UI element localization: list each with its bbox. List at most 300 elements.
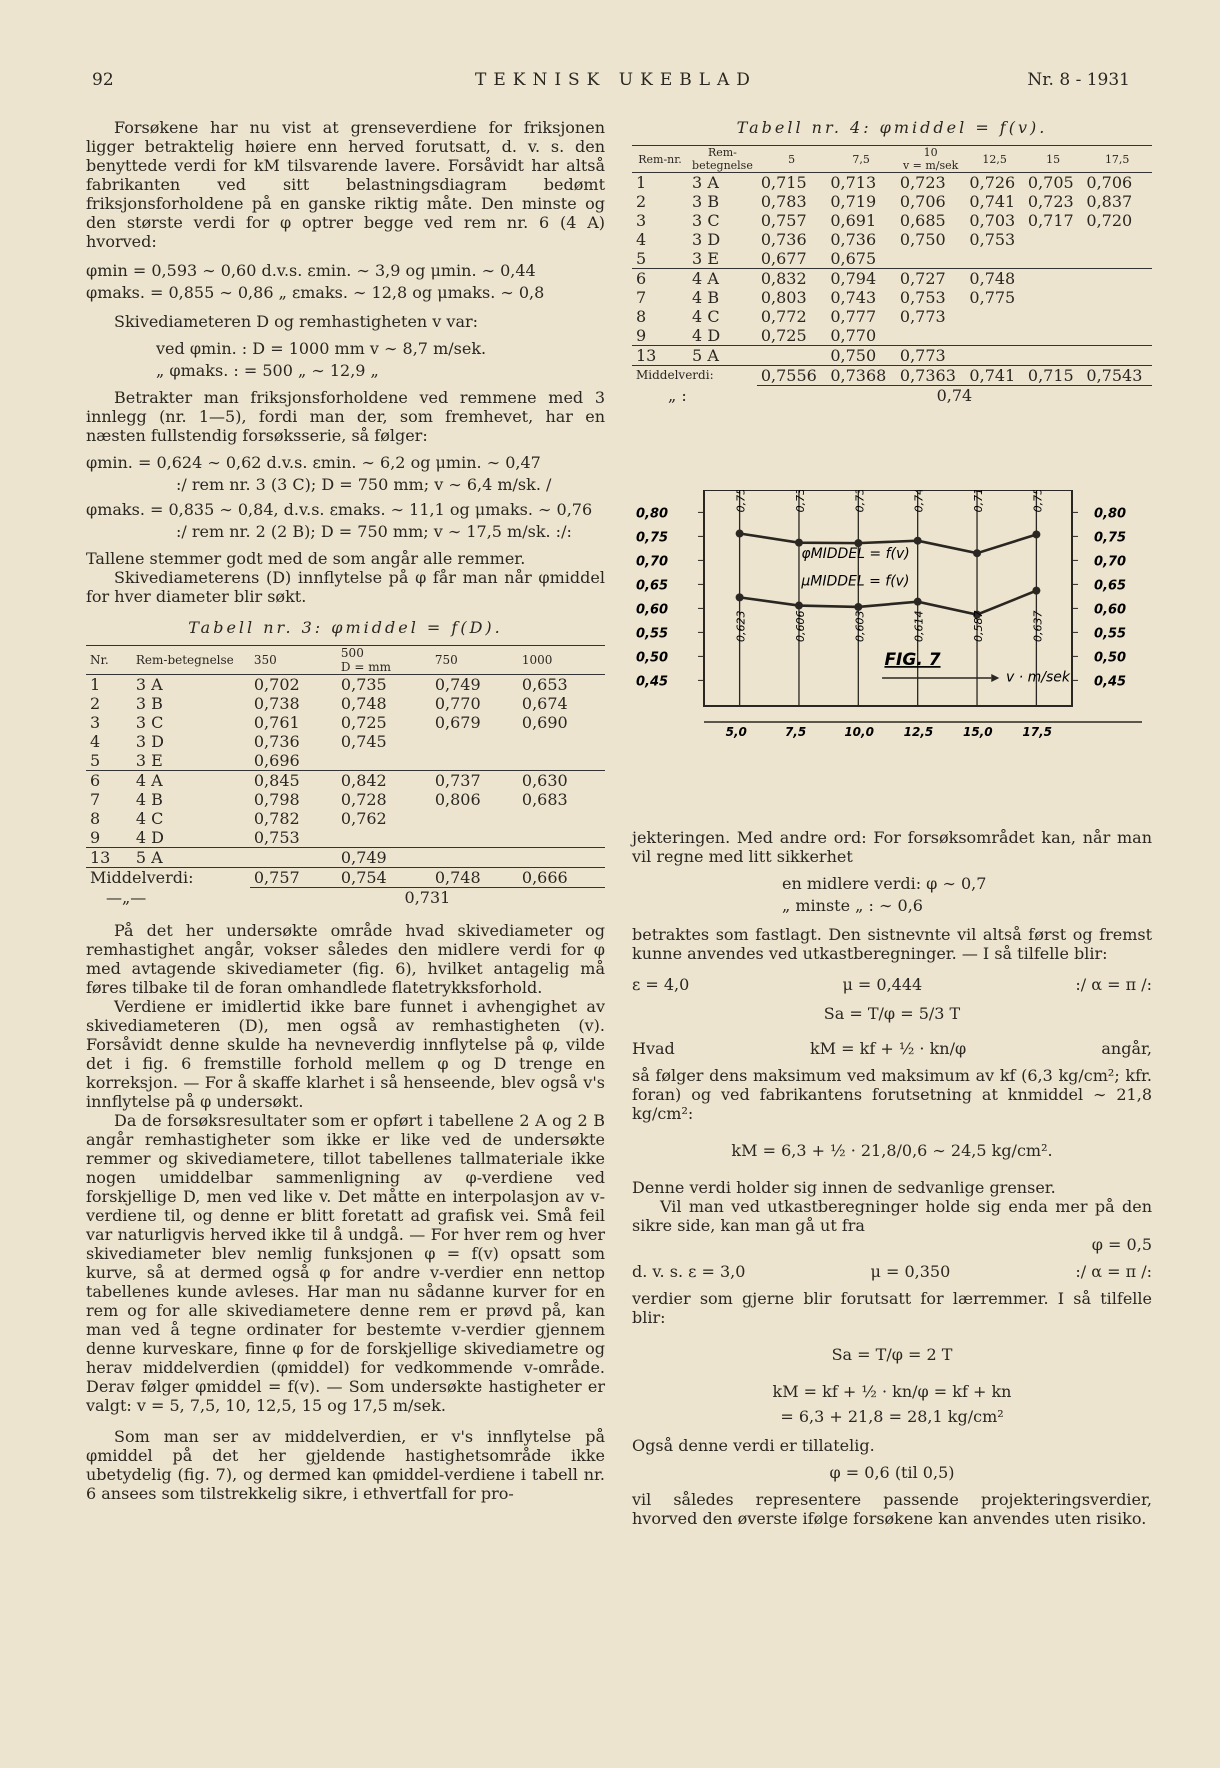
formula: ved φmin. : D = 1000 mm v ∼ 8,7 m/sek. [156, 339, 487, 358]
table3-mean: 0,757 [250, 868, 337, 888]
table4-row [632, 211, 1152, 230]
y-tick-label: 0,50 [636, 650, 669, 666]
table-cell [1082, 249, 1152, 269]
formula: :/ rem nr. 2 (2 B); D = 750 mm; v ∼ 17,5 m/sk. :/: [176, 522, 572, 541]
table3-row [86, 751, 605, 771]
x-tick-label: 10,0 [844, 725, 874, 739]
table-cell: 0,691 [830, 211, 877, 230]
table-cell: 0,770 [434, 694, 481, 713]
table-cell: 0,735 [340, 675, 387, 694]
table-cell: 5 A [132, 848, 250, 868]
table-cell: 4 [636, 230, 647, 249]
table-cell: 0,675 [830, 249, 877, 268]
paragraph: vil således representere passende projekteringsverdier, hvorved den øverste ifølge forsøkene kan anvendes uten risiko. [632, 1490, 1152, 1528]
table-cell: 0,719 [830, 192, 877, 211]
table-cell: 0,736 [253, 732, 300, 751]
data-label-mu: 0,603 [853, 610, 867, 642]
table-cell: 0,749 [434, 675, 481, 694]
formula: φmin = 0,593 ∼ 0,60 d.v.s. εmin. ∼ 3,9 og μmin. ∼ 0,44 [86, 261, 536, 280]
y-tick-label: 0,65 [1094, 578, 1127, 594]
table-cell: 0,706 [1086, 173, 1133, 192]
formula: Sa = T/φ = 2 T [831, 1345, 953, 1364]
series-line-mu [740, 591, 1037, 615]
formula: φmaks. = 0,855 ∼ 0,86 „ εmaks. ∼ 12,8 og μmaks. ∼ 0,8 [86, 283, 545, 302]
arrow-head-icon [991, 674, 999, 682]
data-label-mu: 0,606 [793, 610, 807, 642]
table4-row [632, 192, 1152, 211]
table-cell: 0,713 [830, 173, 877, 192]
formula: d. v. s. ε = 3,0 [632, 1262, 746, 1281]
formula: en midlere verdi: φ ∼ 0,7 [782, 874, 987, 893]
table-cell: 5 A [688, 346, 757, 366]
table-cell: 0,770 [830, 326, 877, 345]
data-label-mu: 0,614 [912, 610, 926, 642]
table4-overall-label: „ : [668, 385, 687, 405]
table4-row [632, 249, 1152, 269]
y-tick-label: 0,80 [1094, 506, 1127, 522]
y-tick-label: 0,50 [1094, 650, 1127, 666]
table-cell: 4 [90, 732, 101, 751]
table-cell: 0,726 [969, 173, 1016, 192]
table-cell [1024, 307, 1082, 326]
table-cell: 0,677 [760, 249, 807, 268]
table-cell: 0,837 [1086, 192, 1133, 211]
data-label-mu: 0,587 [972, 610, 986, 642]
table4-col: 12,5 [965, 146, 1023, 173]
table-cell: 0,749 [337, 848, 431, 868]
paragraph: Verdiene er imidlertid ikke bare funnet i avhengighet av skivediameteren (D), men også av remhastigheten (v). Forsåvidt denne skulde ha nevneverdig innflytelse på φ, vilde det i fig. 6 fremstille forhold mellem φ og D trenge en korreksjon. — For å skaffe klarhet i så henseende, blev også v's innflytelse på φ undersøkt. [86, 997, 605, 1111]
table3-row [86, 694, 605, 713]
table4 [632, 145, 1152, 405]
paragraph: jekteringen. Med andre ord: For forsøksområdet kan, når man vil regne med litt sikkerhet [632, 828, 1152, 866]
formula: Sa = T/φ = 5/3 T [823, 1004, 961, 1023]
table4-row [632, 326, 1152, 346]
table-cell: 0,737 [431, 771, 518, 791]
table3-mean-label: Middelverdi: [86, 868, 250, 888]
formula: = 6,3 + 21,8 = 28,1 kg/cm² [780, 1407, 1004, 1426]
x-tick-label: 5,0 [725, 725, 747, 739]
table3-mean: 0,666 [518, 868, 605, 888]
table-cell [1024, 269, 1082, 289]
table4-group-a [632, 173, 1152, 269]
y-tick-label: 0,55 [636, 626, 669, 642]
table3-row [86, 713, 605, 732]
table-cell: 3 A [692, 173, 719, 192]
table-cell [896, 326, 966, 346]
table-cell [431, 848, 518, 868]
y-tick-label: 0,60 [636, 602, 669, 618]
table3-header-d: D = mm [340, 660, 391, 674]
table4-row [632, 307, 1152, 326]
page-number: 92 [92, 70, 114, 90]
data-point [795, 602, 803, 610]
table-cell [1082, 230, 1152, 249]
table-cell: 0,748 [965, 269, 1023, 289]
table-cell: 0,775 [969, 288, 1016, 307]
data-point [736, 530, 744, 538]
table-cell [896, 249, 966, 269]
table-cell [1024, 346, 1082, 366]
table3-group-c [86, 848, 605, 868]
table-cell: 4 C [692, 307, 720, 326]
x-tick-label: 12,5 [903, 725, 934, 739]
table-cell: 2 [636, 192, 647, 211]
table-cell: 8 [90, 809, 101, 828]
table-cell [250, 848, 337, 868]
table-cell: 0,720 [1086, 211, 1133, 230]
paragraph: Da de forsøksresultater som er opført i tabellene 2 A og 2 B angår remhastigheter som ikke er like ved de undersøkte remmer og skivediametere, tillot tabellenes tallmateriale ikke nogen umiddelbar sammenligning av φ-verdiene ved forskjellige D, men ved like v. Det måtte en interpolasjon av v-verdiene til, og denne er blitt foretatt ad grafisk vei. Små feil var naturligvis herved ikke til å undgå. — For hver rem og hver skivediameter blev nemlig funksjonen φ = f(v) opsatt som kurve, så at dermed også φ for andre v-verdier enn nettop tabellenes kunde avleses. Har man nu sådanne kurver for en rem og for alle skivediametere denne rem er prøvd på, kan man ved å tegne ordinater for bestemte v-verdier gjennem denne kurveskare, finne φ for de forskjellige skivediametre og herav middelverdien (φmiddel) for vedkommende v-område. Derav følger φmiddel = f(v). — Som undersøkte hastigheter er valgt: v = 5, 7,5, 10, 12,5, 15 og 17,5 m/sek. [86, 1111, 605, 1415]
table-cell: 13 [86, 848, 132, 868]
data-label-phi: 0,715 [972, 490, 986, 513]
table-cell [1082, 326, 1152, 346]
table4-mean: 0,7543 [1082, 366, 1152, 386]
y-tick-label: 0,75 [636, 530, 669, 546]
table-cell: 0,757 [760, 211, 807, 230]
table-cell: 0,832 [757, 269, 827, 289]
table3 [86, 645, 605, 907]
table-cell: 0,842 [337, 771, 431, 791]
table-cell: 0,738 [253, 694, 300, 713]
table4-mean: 0,7556 [757, 366, 827, 386]
table-cell: 3 A [135, 675, 163, 694]
table-cell: 3 D [135, 732, 164, 751]
table-cell: 13 [632, 346, 688, 366]
journal-title: TEKNISK UKEBLAD [475, 70, 757, 90]
x-tick-label: 15,0 [963, 725, 993, 739]
x-tick-label: 7,5 [784, 725, 807, 739]
table-cell [518, 828, 605, 848]
table3-col: 350 [253, 653, 277, 667]
table-cell: 0,717 [1027, 211, 1074, 230]
table-cell [518, 809, 605, 828]
table-cell: 0,690 [521, 713, 568, 732]
table-cell: 4 A [688, 269, 757, 289]
data-label-phi: 0,737 [793, 490, 807, 513]
paragraph: Forsøkene har nu vist at grenseverdiene for friksjonen ligger betraktelig høiere enn herved forutsatt, d. v. s. den benyttede verdi for kM tilsvarende lavere. Forsåvidt har altså fabrikanten ved sitt belastningsdiagram bedømt friksjonsforholdene på en ganske riktig måte. Den minste og den største verdi for φ optrer begge ved rem nr. 6 (4 A) hvorved: [86, 118, 605, 251]
table-cell [1082, 307, 1152, 326]
paragraph: Som man ser av middelverdien, er v's innflytelse på φmiddel på det her gjeldende hastighetsområde ikke ubetydelig (fig. 7), og dermed kan φmiddel-verdiene i tabell nr. 6 ansees som tilstrekkelig sikre, i ethvertfall for pro- [86, 1427, 605, 1503]
table-cell: 5 [636, 249, 647, 268]
table4-block [632, 118, 1152, 405]
table4-overall: 0,74 [757, 386, 1152, 406]
table4-row [632, 288, 1152, 307]
y-tick-label: 0,80 [636, 506, 669, 522]
table-cell: 0,782 [253, 809, 300, 828]
table3-row [86, 848, 605, 868]
table3-group-a [86, 675, 605, 771]
formula: φ = 0,5 [1091, 1235, 1152, 1254]
y-tick-label: 0,55 [1094, 626, 1127, 642]
table-cell: 0,773 [896, 346, 966, 366]
formula: ε = 4,0 [632, 975, 690, 994]
table-cell: 0,725 [340, 713, 387, 732]
formula: φmaks. = 0,835 ∼ 0,84, d.v.s. εmaks. ∼ 11,1 og μmaks. ∼ 0,76 [86, 500, 593, 519]
table-cell: 0,845 [250, 771, 337, 791]
paragraph: På det her undersøkte område hvad skivediameter og remhastighet angår, vokser således den midlere verdi for φ med avtagende skivediameter (fig. 6), hvilket antagelig må føres tilbake til de foran omhandlede flatetrykksforhold. [86, 921, 605, 997]
paragraph: så følger dens maksimum ved maksimum av kf (6,3 kg/cm²; kfr. foran) og ved fabrikantens forutsetning at knmiddel ∼ 21,8 kg/cm²: [632, 1066, 1152, 1123]
table-cell [1024, 326, 1082, 346]
table-cell [431, 751, 518, 771]
table-cell: 9 [90, 828, 101, 847]
table-cell: 3 B [692, 192, 720, 211]
table4-header-rem: Rem-betegnelse [688, 146, 757, 173]
table-cell: 0,703 [969, 211, 1016, 230]
table-cell [337, 828, 431, 848]
table3-overall: 0,731 [250, 888, 605, 908]
table4-row [632, 346, 1152, 366]
formula: „ φmaks. : = 500 „ ∼ 12,9 „ [156, 361, 379, 380]
table3-row [86, 790, 605, 809]
table-cell: 0,753 [253, 828, 300, 847]
table-cell: 4 B [692, 288, 720, 307]
table-cell: 3 B [135, 694, 163, 713]
y-tick-label: 0,75 [1094, 530, 1127, 546]
formula: :/ rem nr. 3 (3 C); D = 750 mm; v ∼ 6,4 m/sk. / [176, 475, 552, 494]
formula: μ = 0,444 [842, 975, 923, 994]
table-cell [1082, 346, 1152, 366]
table-cell: 4 C [135, 809, 164, 828]
y-tick-label: 0,45 [636, 674, 669, 690]
table-cell [1082, 288, 1152, 307]
table-cell: 0,745 [340, 732, 387, 751]
text: angår, [1101, 1039, 1152, 1058]
table3-header-rem: Rem-betegnelse [132, 646, 250, 675]
table-cell [431, 732, 518, 751]
paragraph: Tallene stemmer godt med de som angår alle remmer. [86, 549, 526, 568]
table4-col: 17,5 [1082, 146, 1152, 173]
paragraph: Betrakter man friksjonsforholdene ved remmene med 3 innlegg (nr. 1—5), fordi man der, som fremhevet, har en næsten fullstendig forsøksserie, så følger: [86, 388, 605, 445]
table4-row [632, 230, 1152, 249]
table-cell [518, 732, 605, 751]
table-cell: 4 A [132, 771, 250, 791]
data-point [1032, 530, 1040, 538]
table-cell: 0,794 [826, 269, 896, 289]
data-label-phi: 0,754 [1031, 490, 1045, 513]
formula: kM = 6,3 + ½ · 21,8/0,6 ∼ 24,5 kg/cm². [731, 1141, 1053, 1160]
table4-header-nr: Rem-nr. [632, 146, 688, 173]
text: Hvad [632, 1039, 675, 1058]
table-cell: 0,723 [1027, 192, 1074, 211]
table3-row [86, 732, 605, 751]
table-cell: 0,723 [899, 173, 946, 192]
right-column [632, 828, 1152, 1528]
table-cell: 0,750 [899, 230, 946, 249]
table-cell [965, 346, 1023, 366]
table-cell: 3 E [692, 249, 719, 268]
table-cell: 5 [90, 751, 101, 770]
table-cell: 0,725 [760, 326, 807, 345]
data-label-mu: 0,623 [734, 610, 748, 642]
table-cell [431, 809, 518, 828]
table4-header-v: v = m/sek [902, 159, 959, 172]
table-cell: 0,679 [434, 713, 481, 732]
table-cell: 2 [90, 694, 101, 713]
table-cell: 0,715 [760, 173, 807, 192]
table3-mean: 0,748 [431, 868, 518, 888]
table3-row [86, 828, 605, 848]
table-cell: 3 E [135, 751, 163, 770]
formula: φ = 0,6 (til 0,5) [829, 1463, 955, 1482]
table-cell: 0,736 [830, 230, 877, 249]
table-cell: 4 B [135, 790, 163, 809]
table-cell: 0,728 [340, 790, 387, 809]
table-cell: 3 C [135, 713, 164, 732]
paragraph: Skivediameterens (D) innflytelse på φ får man når φmiddel for hver diameter blir søkt. [86, 568, 605, 606]
table-cell: 3 D [692, 230, 721, 249]
table-cell [1024, 230, 1082, 249]
y-tick-label: 0,45 [1094, 674, 1127, 690]
table3-col: 750 [434, 653, 458, 667]
y-tick-label: 0,60 [1094, 602, 1127, 618]
issue-number: Nr. 8 - 1931 [1027, 70, 1130, 90]
table-cell [965, 307, 1023, 326]
table-cell: 0,803 [760, 288, 807, 307]
table-cell: 0,753 [969, 230, 1016, 249]
table-cell: 0,674 [521, 694, 568, 713]
table4-mean-label: Middelverdi: [632, 366, 757, 386]
figure-7-svg [632, 490, 1152, 810]
table-cell: 0,741 [969, 192, 1016, 211]
table-cell: 3 C [692, 211, 720, 230]
data-point [736, 593, 744, 601]
paragraph: Denne verdi holder sig innen de sedvanlige grenser. [632, 1178, 1056, 1197]
formula: φmin. = 0,624 ∼ 0,62 d.v.s. εmin. ∼ 6,2 og μmin. ∼ 0,47 [86, 453, 541, 472]
table-cell: 0,743 [830, 288, 877, 307]
table-cell: 4 D [692, 326, 721, 345]
table4-col: 5 [757, 146, 827, 173]
figure-7 [632, 490, 1152, 810]
table4-mean: 0,715 [1024, 366, 1082, 386]
y-tick-label: 0,65 [636, 578, 669, 594]
table3-row [86, 771, 605, 791]
table-cell: 0,653 [521, 675, 568, 694]
table-cell [431, 828, 518, 848]
table-cell: 6 [86, 771, 132, 791]
table4-caption: Tabell nr. 4: φmiddel = f(v). [736, 118, 1048, 137]
data-label-phi: 0,756 [734, 490, 748, 513]
table3-row [86, 809, 605, 828]
left-column [86, 118, 605, 1503]
series-label-mu: μMIDDEL = f(v) [801, 573, 910, 590]
data-point [914, 598, 922, 606]
table-cell: 4 D [135, 828, 164, 847]
table-cell [518, 848, 605, 868]
table-cell: 7 [636, 288, 647, 307]
table-cell: 3 [636, 211, 647, 230]
table-cell: 0,753 [899, 288, 946, 307]
data-label-phi: 0,736 [853, 490, 867, 513]
table-cell [1024, 249, 1082, 269]
formula: kM = kf + ½ · kn/φ = kf + kn [772, 1382, 1012, 1401]
paragraph: Vil man ved utkastberegninger holde sig enda mer på den sikre side, kan man gå ut fra [632, 1197, 1152, 1235]
data-point [854, 603, 862, 611]
x-axis-label: v · m/sek [1006, 669, 1071, 686]
table4-mean: 0,741 [965, 366, 1023, 386]
y-tick-label: 0,70 [1094, 554, 1127, 570]
table-cell: 0,736 [760, 230, 807, 249]
table-cell: 7 [90, 790, 101, 809]
data-label-mu: 0,637 [1031, 610, 1045, 642]
table-cell: 0,705 [1027, 173, 1074, 192]
table-cell: 0,762 [340, 809, 387, 828]
table-cell: 0,727 [896, 269, 966, 289]
table3-row [86, 675, 605, 695]
table-cell: 8 [636, 307, 647, 326]
table-cell: 0,783 [760, 192, 807, 211]
table-cell [965, 249, 1023, 269]
table4-col: 10 [923, 146, 938, 159]
data-point [914, 537, 922, 545]
table3-header-nr: Nr. [86, 646, 132, 675]
table-cell: 0,761 [253, 713, 300, 732]
formula: „ minste „ : ∼ 0,6 [782, 896, 923, 915]
table-cell: 6 [632, 269, 688, 289]
table-cell: 0,630 [518, 771, 605, 791]
table-cell: 1 [90, 675, 101, 694]
table-cell: 0,683 [521, 790, 568, 809]
table4-col: 7,5 [826, 146, 896, 173]
paragraph: Også denne verdi er tillatelig. [632, 1436, 875, 1455]
table3-mean: 0,754 [337, 868, 431, 888]
table-cell [1082, 269, 1152, 289]
table-cell: 0,748 [340, 694, 387, 713]
paragraph: betraktes som fastlagt. Den sistnevnte vil altså først og fremst kunne anvendes ved utkastberegninger. — I så tilfelle blir: [632, 925, 1152, 963]
table3-caption: Tabell nr. 3: φmiddel = f(D). [188, 618, 503, 637]
table-cell [518, 751, 605, 771]
table3-overall-label: —„— [106, 887, 147, 907]
table-cell [757, 346, 827, 366]
table-cell: 0,773 [899, 307, 946, 326]
table4-group-c [632, 346, 1152, 366]
table4-mean: 0,7363 [896, 366, 966, 386]
table-cell [1024, 288, 1082, 307]
table-cell: 0,706 [899, 192, 946, 211]
formula: :/ α = π /: [1075, 1262, 1152, 1281]
series-label-phi: φMIDDEL = f(v) [801, 546, 910, 562]
table4-row [632, 173, 1152, 193]
table-cell: 0,772 [760, 307, 807, 326]
table-cell: 0,806 [434, 790, 481, 809]
data-point [973, 549, 981, 557]
figure-title: FIG. 7 [884, 650, 941, 671]
x-tick-label: 17,5 [1022, 725, 1052, 739]
paragraph: Skivediameteren D og remhastigheten v var: [114, 312, 479, 331]
table4-group-b [632, 269, 1152, 346]
table-cell: 9 [636, 326, 647, 345]
table4-mean: 0,7368 [826, 366, 896, 386]
table4-col: 15 [1024, 146, 1082, 173]
table-cell: 0,685 [899, 211, 946, 230]
table3-col: 1000 [521, 653, 553, 667]
table-cell: 0,777 [830, 307, 877, 326]
data-point [1032, 587, 1040, 595]
paragraph: verdier som gjerne blir forutsatt for lærremmer. I så tilfelle blir: [632, 1289, 1152, 1327]
table-cell: 0,798 [253, 790, 300, 809]
table3-col: 500 [340, 646, 364, 660]
table3-group-b [86, 771, 605, 848]
formula: :/ α = π /: [1075, 975, 1152, 994]
table-cell: 0,702 [253, 675, 300, 694]
formula: μ = 0,350 [870, 1262, 951, 1281]
table-cell [965, 326, 1023, 346]
table-cell: 0,750 [826, 346, 896, 366]
data-label-phi: 0,741 [912, 490, 926, 513]
table-cell [337, 751, 431, 771]
table4-row [632, 269, 1152, 289]
table-cell: 0,696 [253, 751, 300, 770]
table-cell: 1 [636, 173, 647, 192]
table-cell: 3 [90, 713, 101, 732]
